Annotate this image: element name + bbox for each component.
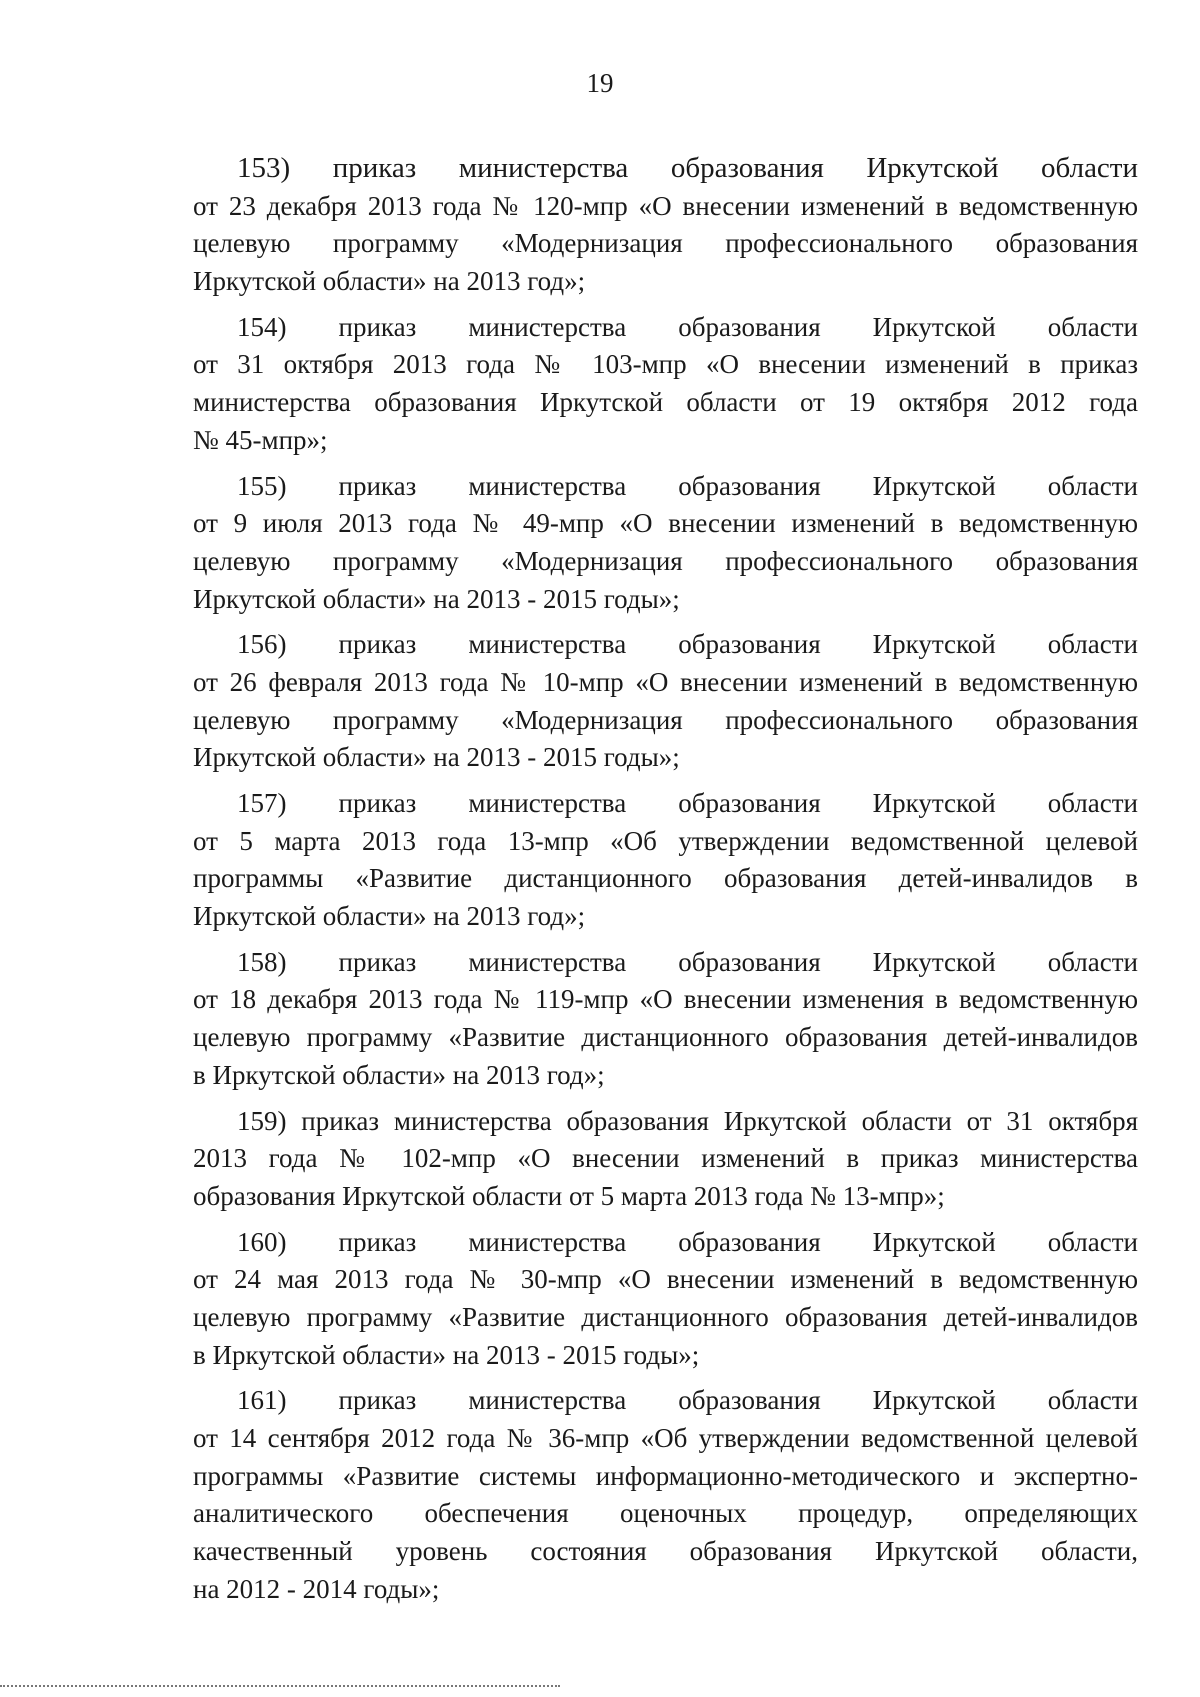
item-line: 2013 года № 102-мпр «О внесении изменений в приказ министерства (193, 1143, 1138, 1174)
item-line: Иркутской области» на 2013 - 2015 годы»; (193, 583, 680, 614)
list-item-158 (193, 944, 1138, 1095)
item-line: целевую программу «Модернизация профессионального образования (193, 545, 1138, 576)
item-line: № 45-мпр»; (193, 424, 328, 455)
list-item-154 (193, 309, 1138, 460)
item-line: целевую программу «Развитие дистанционного образования детей-инвалидов (193, 1022, 1138, 1053)
item-line: от 26 февраля 2013 года № 10-мпр «О внесении изменений в ведомственную (193, 666, 1138, 697)
page-number: 19 (586, 68, 614, 98)
item-line: 157) приказ министерства образования Иркутской области (237, 788, 1138, 818)
item-line: Иркутской области» на 2013 год»; (193, 901, 586, 932)
item-line: от 14 сентября 2012 года № 36-мпр «Об утверждении ведомственной целевой (193, 1423, 1138, 1453)
list-item-156 (193, 626, 1138, 777)
item-line: 159) приказ министерства образования Иркутской области от 31 октября (237, 1105, 1138, 1136)
item-line: качественный уровень состояния образования Иркутской области, (193, 1536, 1138, 1567)
order-list (193, 150, 1138, 1616)
item-line: от 5 марта 2013 года 13-мпр «Об утверждении ведомственной целевой (193, 825, 1138, 856)
item-line: программы «Развитие системы информационно-методического и экспертно- (193, 1460, 1138, 1491)
item-line: в Иркутской области» на 2013 - 2015 годы»; (193, 1339, 700, 1370)
item-line: целевую программу «Модернизация профессионального образования (193, 228, 1138, 259)
item-line: 156) приказ министерства образования Иркутской области (237, 629, 1138, 660)
item-line: целевую программу «Развитие дистанционного образования детей-инвалидов (193, 1301, 1138, 1332)
item-line: 161) приказ министерства образования Иркутской области (237, 1385, 1138, 1416)
item-line: в Иркутской области» на 2013 год»; (193, 1059, 605, 1090)
item-line: аналитического обеспечения оценочных процедур, определяющих (193, 1498, 1138, 1529)
item-line: от 18 декабря 2013 года № 119-мпр «О внесении изменения в ведомственную (193, 984, 1138, 1015)
item-line: целевую программу «Модернизация профессионального образования (193, 704, 1138, 735)
item-line: от 24 мая 2013 года № 30-мпр «О внесении изменений в ведомственную (193, 1264, 1138, 1295)
item-line: от 23 декабря 2013 года № 120-мпр «О внесении изменений в ведомственную (193, 190, 1138, 221)
item-line: 160) приказ министерства образования Иркутской области (237, 1226, 1138, 1257)
item-line: 158) приказ министерства образования Иркутской области (237, 946, 1138, 977)
item-line: образования Иркутской области от 5 марта 2013 года № 13-мпр»; (193, 1180, 945, 1211)
item-line: 153) приказ министерства образования Иркутской области (237, 152, 1138, 184)
list-item-161 (193, 1382, 1138, 1608)
list-item-157 (193, 785, 1138, 936)
list-item-160 (193, 1224, 1138, 1375)
scan-edge-divider (0, 1685, 560, 1687)
item-line: министерства образования Иркутской области от 19 октября 2012 года (193, 387, 1138, 418)
item-line: 154) приказ министерства образования Иркутской области (237, 311, 1138, 342)
list-item-153 (193, 150, 1138, 301)
item-line: на 2012 - 2014 годы»; (193, 1573, 440, 1604)
list-item-159 (193, 1103, 1138, 1216)
item-line: программы «Развитие дистанционного образования детей-инвалидов в (193, 863, 1138, 894)
item-line: Иркутской области» на 2013 - 2015 годы»; (193, 742, 680, 773)
list-item-155 (193, 468, 1138, 619)
item-line: от 31 октября 2013 года № 103-мпр «О внесении изменений в приказ (193, 349, 1138, 380)
item-line: от 9 июля 2013 года № 49-мпр «О внесении изменений в ведомственную (193, 508, 1138, 539)
item-line: Иркутской области» на 2013 год»; (193, 266, 586, 297)
item-line: 155) приказ министерства образования Иркутской области (237, 470, 1138, 501)
